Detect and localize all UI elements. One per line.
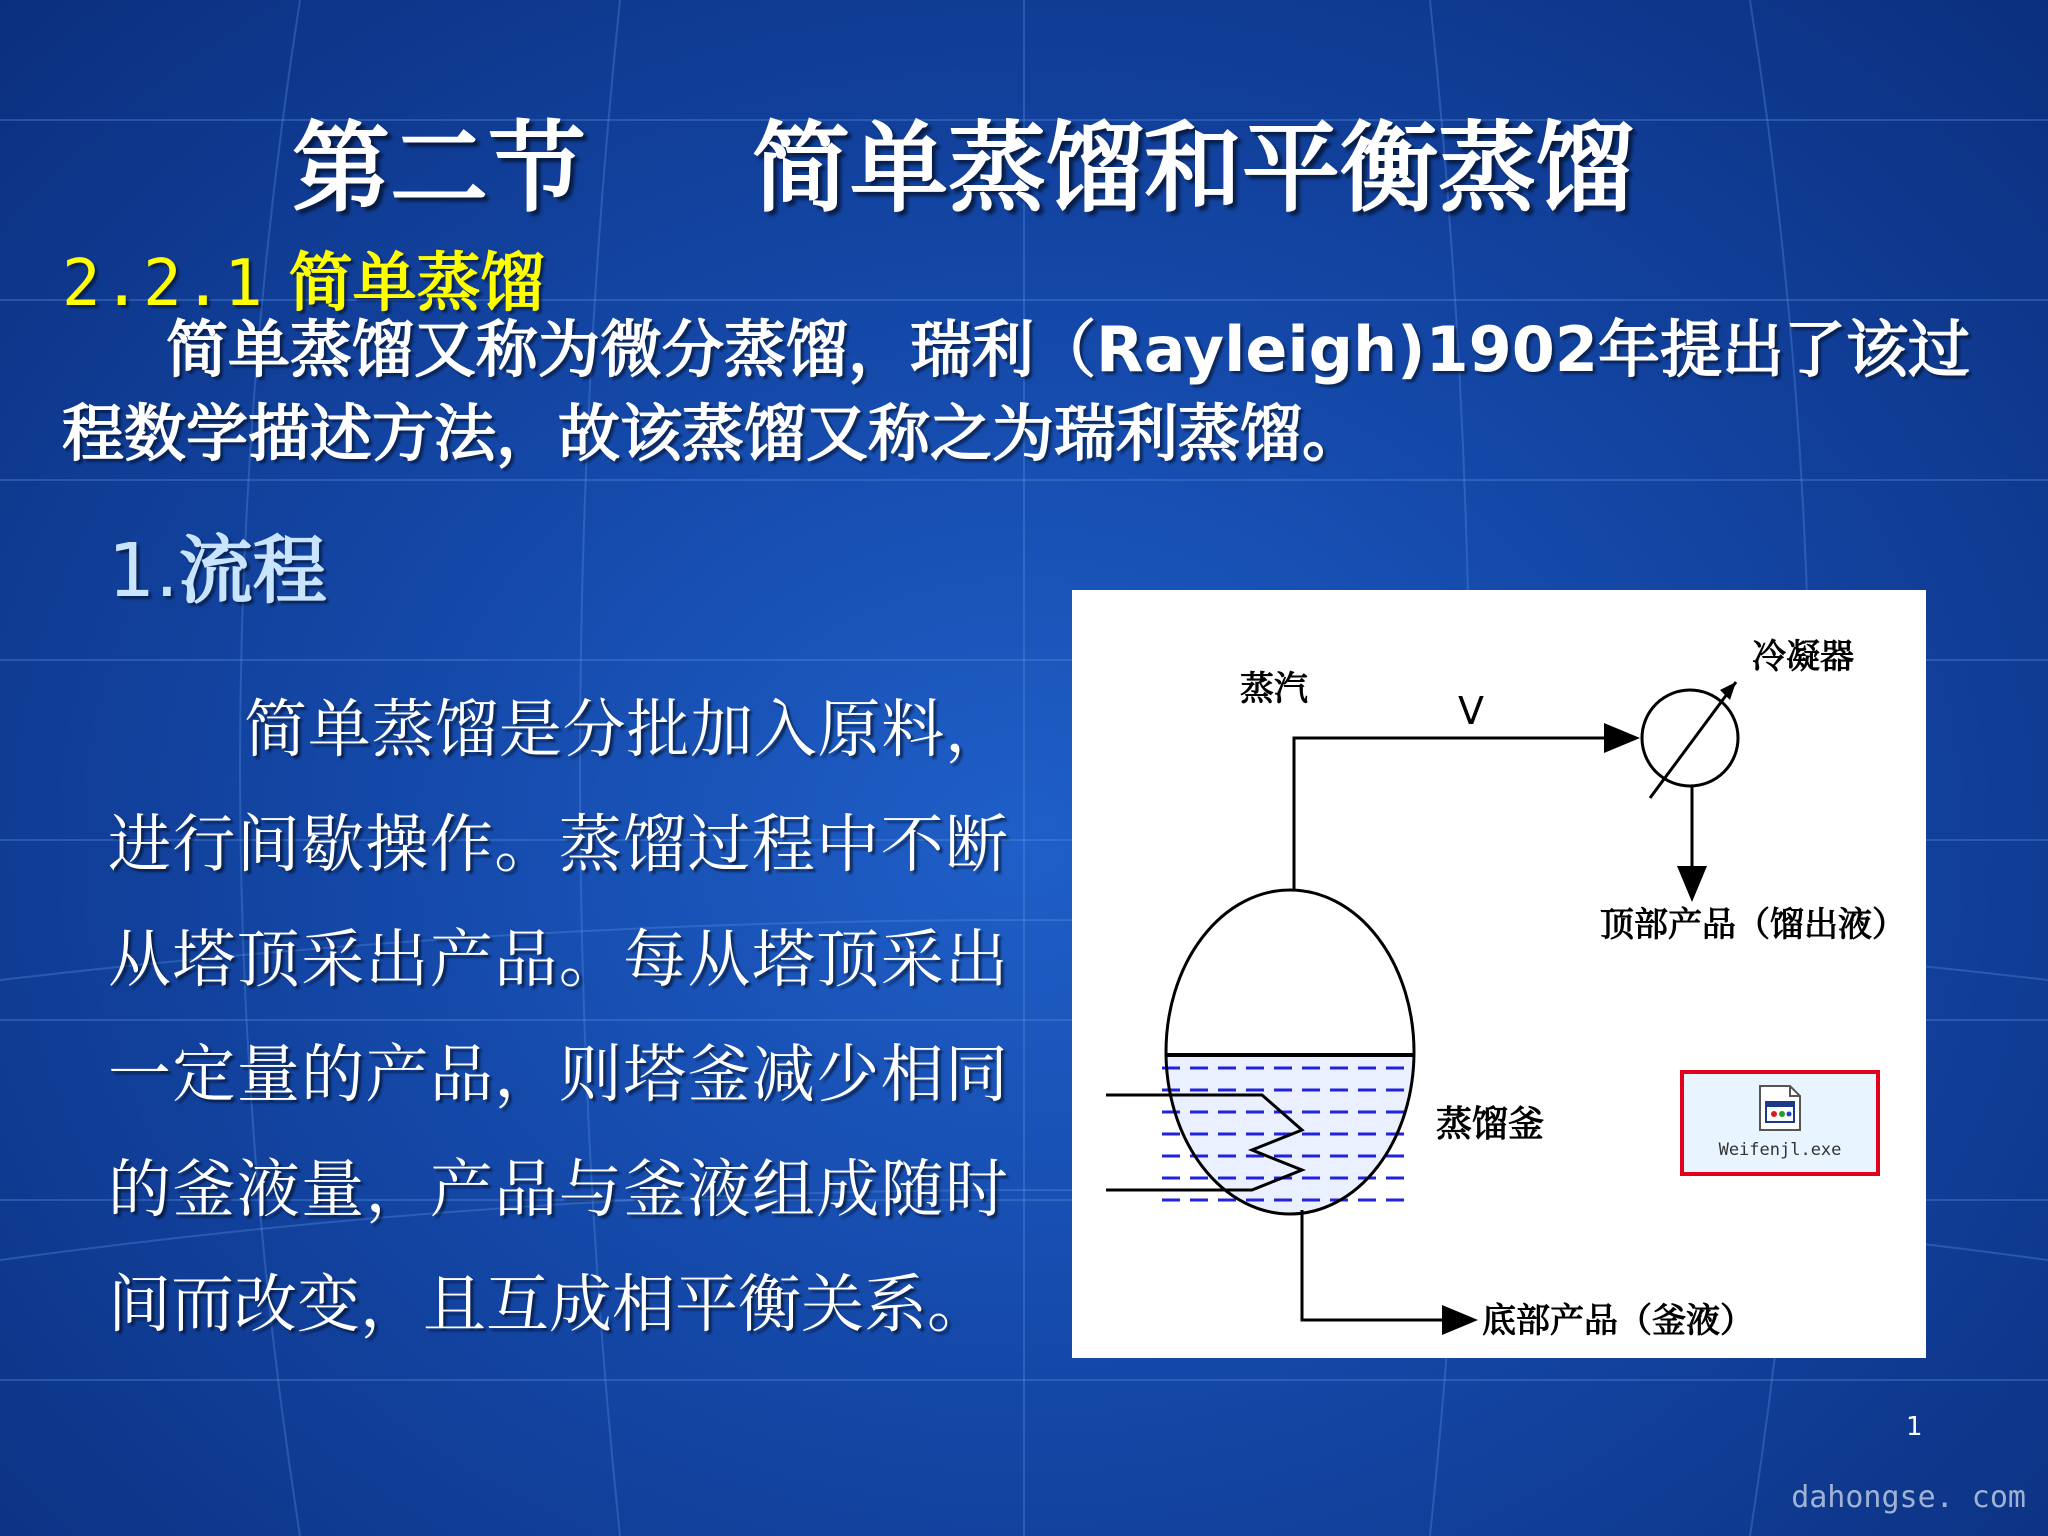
distillation-diagram	[1072, 590, 1926, 1358]
bottom-product-label: 底部产品（釜液）	[1482, 1301, 1754, 1341]
embedded-exe-attachment[interactable]	[1680, 1070, 1880, 1176]
condenser-symbol	[1642, 690, 1738, 786]
subsection-title: 简单蒸馏	[288, 247, 545, 321]
diagram-drawing	[1072, 590, 1926, 1358]
title-section-name: 简单蒸馏和平衡蒸馏	[752, 112, 1635, 226]
watermark: dahongse. com	[1791, 1480, 2026, 1515]
intro-paragraph: 简单蒸馏又称为微分蒸馏，瑞利（Rayleigh)1902年提出了该过程数学描述方法，故该蒸馏又称之为瑞利蒸馏。	[62, 313, 1971, 470]
page-number: 1	[1906, 1412, 1923, 1442]
flow-description: 简单蒸馏是分批加入原料，进行间歇操作。蒸馏过程中不断从塔顶采出产品。每从塔顶采出一定量的产品，则塔釜减少相同的釜液量，产品与釜液组成随时间而改变，且互成相平衡关系。	[108, 693, 1008, 1341]
condenser-label: 冷凝器	[1752, 637, 1854, 677]
attachment-filename: Weifenjl.exe	[1718, 1140, 1842, 1160]
bottom-product-line	[1302, 1210, 1472, 1320]
flow-heading-text: 流程	[178, 528, 327, 614]
flow-heading	[108, 512, 327, 618]
vapor-flow-label: V	[1458, 689, 1484, 733]
still-label: 蒸馏釜	[1436, 1104, 1545, 1145]
subsection-number: 2.2.1	[62, 247, 265, 321]
vapor-line	[1294, 738, 1634, 890]
application-file-icon	[1756, 1084, 1802, 1132]
vapor-label: 蒸汽	[1240, 669, 1308, 709]
title-section-number: 第二节	[292, 112, 587, 226]
condenser-arrowhead	[1720, 682, 1736, 700]
top-product-label: 顶部产品（馏出液）	[1600, 905, 1906, 945]
flow-heading-number: 1.	[108, 528, 179, 614]
